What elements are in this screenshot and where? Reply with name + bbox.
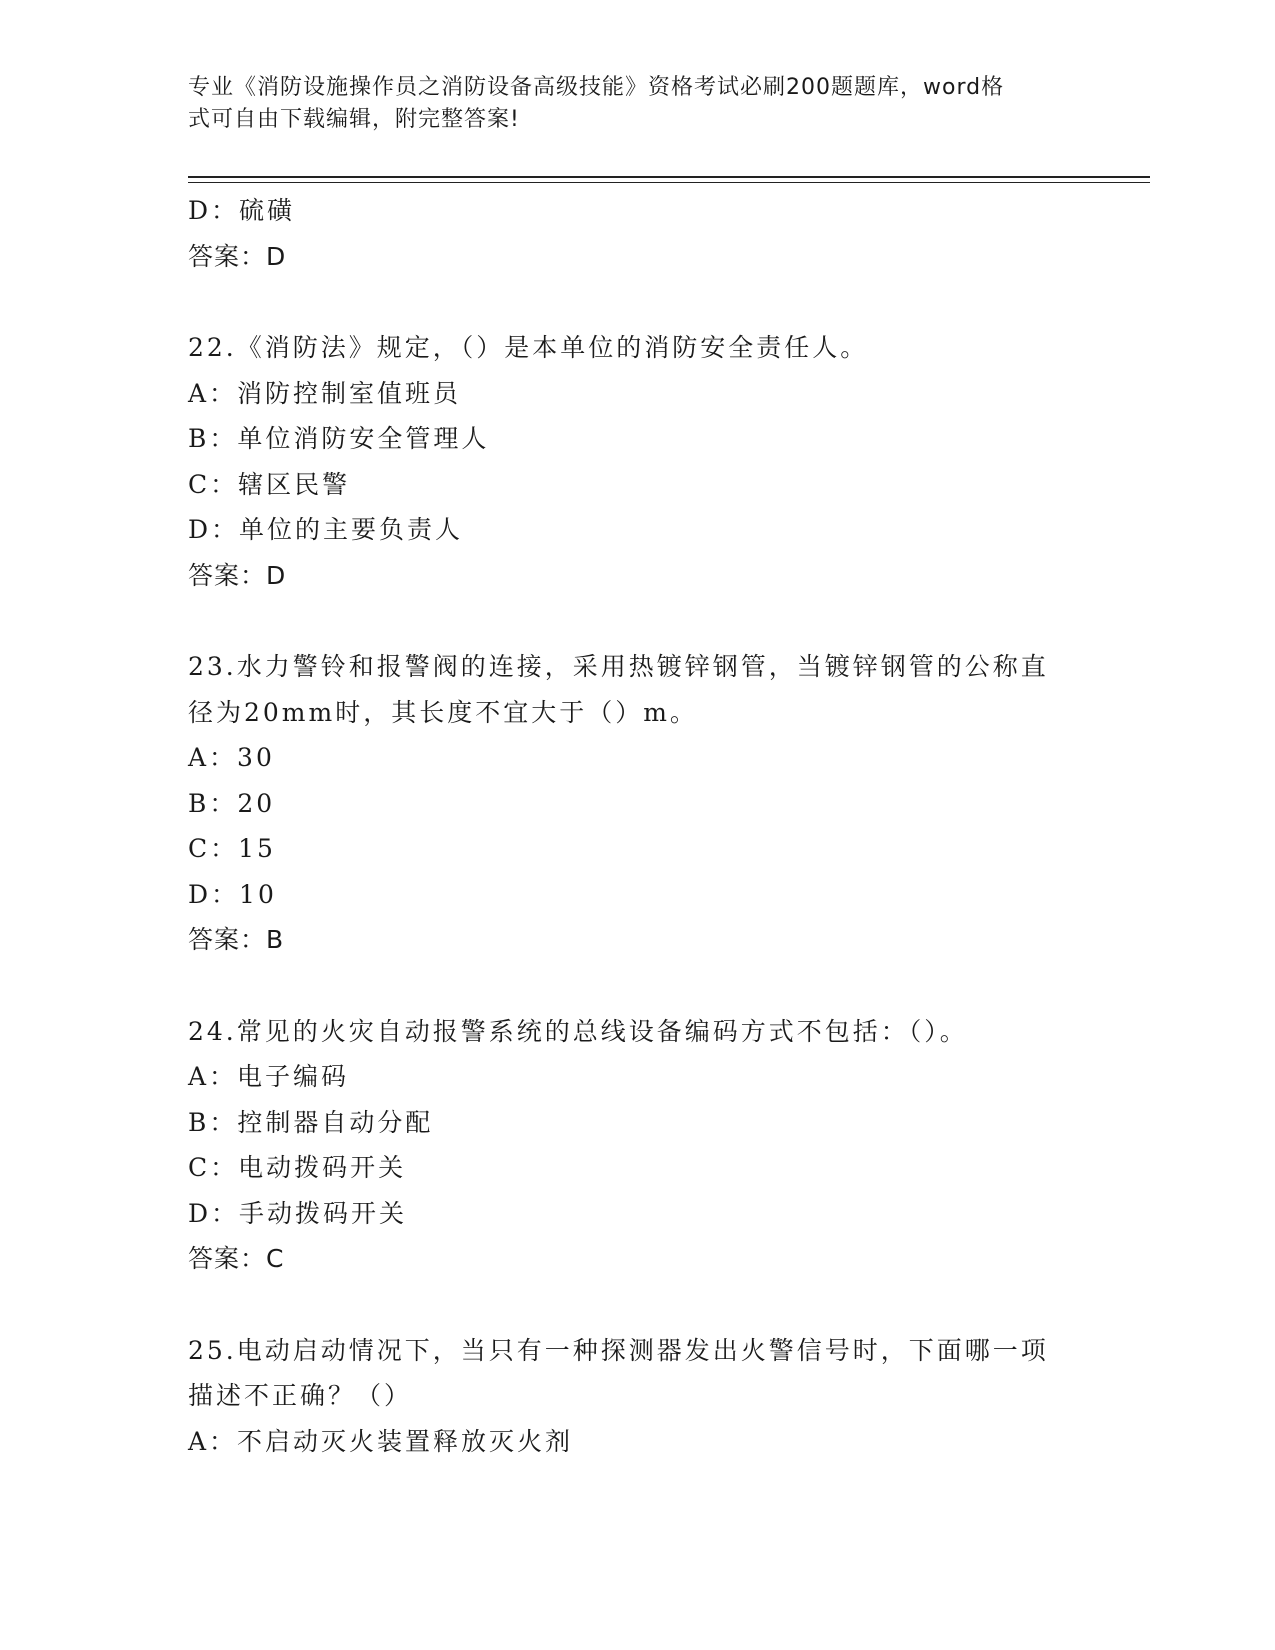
question-22-option-a: A：消防控制室值班员 [188, 378, 462, 408]
option-d: D：硫磺 [188, 196, 296, 225]
question-22-text: 22.《消防法》规定，（）是本单位的消防安全责任人。 [188, 333, 869, 362]
question-22-answer: 答案：D [188, 560, 287, 590]
question-23-text-line-2: 径为20mm时，其长度不宜大于（）m。 [188, 697, 698, 727]
header-rule-thick [188, 176, 1150, 178]
answer: 答案：D [188, 241, 287, 271]
question-22-option-b: B：单位消防安全管理人 [188, 424, 490, 453]
question-25-text-line-2: 描述不正确？（） [188, 1381, 413, 1410]
header-line-2: 式可自由下载编辑，附完整答案! [188, 107, 520, 132]
question-23-option-c: C：15 [188, 834, 276, 863]
spacer [188, 1282, 1088, 1328]
question-24-option-c: C：电动拨码开关 [188, 1153, 407, 1182]
question-23-answer: 答案：B [188, 925, 285, 954]
header-line-1: 专业《消防设施操作员之消防设备高级技能》资格考试必刷200题题库，word格 [188, 75, 1005, 100]
question-24-option-b: B：控制器自动分配 [188, 1107, 434, 1137]
header-rule-thin [188, 182, 1150, 183]
question-23-text-line-1: 23.水力警铃和报警阀的连接，采用热镀锌钢管，当镀锌钢管的公称直 [188, 652, 1049, 681]
question-24-option-a: A：电子编码 [188, 1062, 350, 1091]
question-23-option-d: D：10 [188, 879, 277, 909]
question-25-text-line-1: 25.电动启动情况下，当只有一种探测器发出火警信号时，下面哪一项 [188, 1335, 1049, 1365]
question-22-option-c: C：辖区民警 [188, 469, 351, 499]
question-22-option-d: D：单位的主要负责人 [188, 515, 464, 544]
question-24-answer: 答案：C [188, 1244, 285, 1273]
question-25-option-a: A：不启动灭火装置释放灭火剂 [188, 1426, 574, 1456]
question-24-option-d: D：手动拨码开关 [188, 1198, 408, 1228]
question-23-option-a: A：30 [188, 743, 275, 772]
spacer [188, 598, 1088, 644]
question-24-text: 24.常见的火灾自动报警系统的总线设备编码方式不包括：（）。 [188, 1016, 968, 1046]
document-header [188, 72, 1068, 136]
question-23-option-b: B：20 [188, 788, 276, 818]
spacer [188, 963, 1088, 1009]
spacer [188, 279, 1088, 325]
question-list [188, 188, 1088, 1464]
